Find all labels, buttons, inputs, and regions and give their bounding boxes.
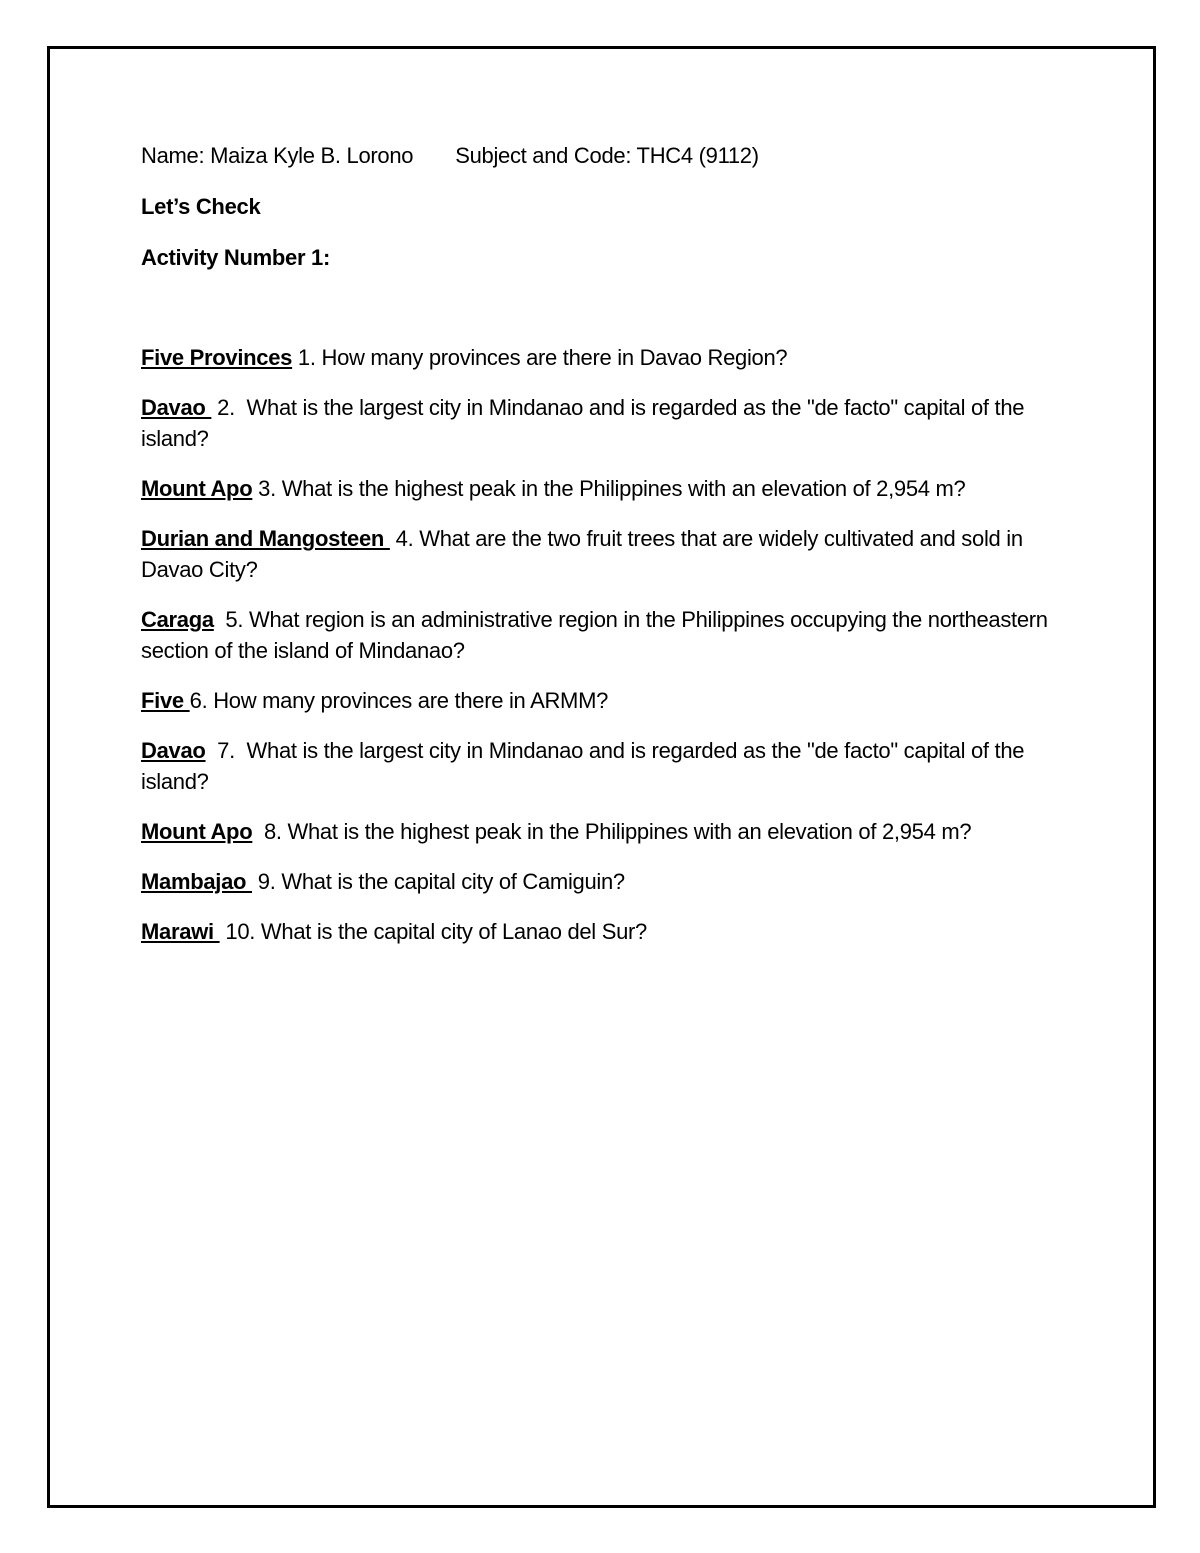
- qa-item-2: [141, 392, 1071, 454]
- activity-heading: Activity Number 1:: [141, 245, 330, 270]
- qa-item-9: [141, 866, 1071, 897]
- qa-item-3: [141, 473, 1071, 504]
- header-line: [141, 140, 1071, 171]
- answer: Mount Apo: [141, 476, 253, 501]
- question: 10. What is the capital city of Lanao del Sur?: [219, 919, 647, 944]
- question: 9. What is the capital city of Camiguin?: [252, 869, 625, 894]
- answer: Mount Apo: [141, 819, 253, 844]
- question: 2. What is the largest city in Mindanao and is regarded as the "de facto" capital of the island?: [141, 395, 1031, 451]
- lets-check-heading: Let’s Check: [141, 194, 261, 219]
- answer: Caraga: [141, 607, 214, 632]
- student-name: Name: Maiza Kyle B. Lorono: [141, 143, 414, 168]
- qa-item-10: [141, 916, 1071, 947]
- question: 5. What region is an administrative region in the Philippines occupying the northeastern section of the island of Mindanao?: [141, 607, 1054, 663]
- answer: Durian and Mangosteen: [141, 526, 390, 551]
- question: 7. What is the largest city in Mindanao and is regarded as the "de facto" capital of the island?: [141, 738, 1031, 794]
- document-body: [141, 140, 1071, 966]
- answer: Marawi: [141, 919, 220, 944]
- answer: Five: [141, 688, 190, 713]
- qa-item-1: [141, 342, 1071, 373]
- qa-item-8: [141, 816, 1071, 847]
- question: 3. What is the highest peak in the Philippines with an elevation of 2,954 m?: [252, 476, 966, 501]
- question: 4. What are the two fruit trees that are widely cultivated and sold in Davao City?: [141, 526, 1029, 582]
- subject-code: Subject and Code: THC4 (9112): [455, 143, 759, 168]
- qa-item-4: [141, 523, 1071, 585]
- answer: Five Provinces: [141, 345, 293, 370]
- question: 8. What is the highest peak in the Philippines with an elevation of 2,954 m?: [252, 819, 972, 844]
- qa-item-5: [141, 604, 1071, 666]
- question: 6. How many provinces are there in ARMM?: [189, 688, 609, 713]
- answer: Mambajao: [141, 869, 252, 894]
- answer: Davao: [141, 395, 212, 420]
- qa-item-6: [141, 685, 1071, 716]
- answer: Davao: [141, 738, 206, 763]
- question: 1. How many provinces are there in Davao Region?: [292, 345, 788, 370]
- qa-item-7: [141, 735, 1071, 797]
